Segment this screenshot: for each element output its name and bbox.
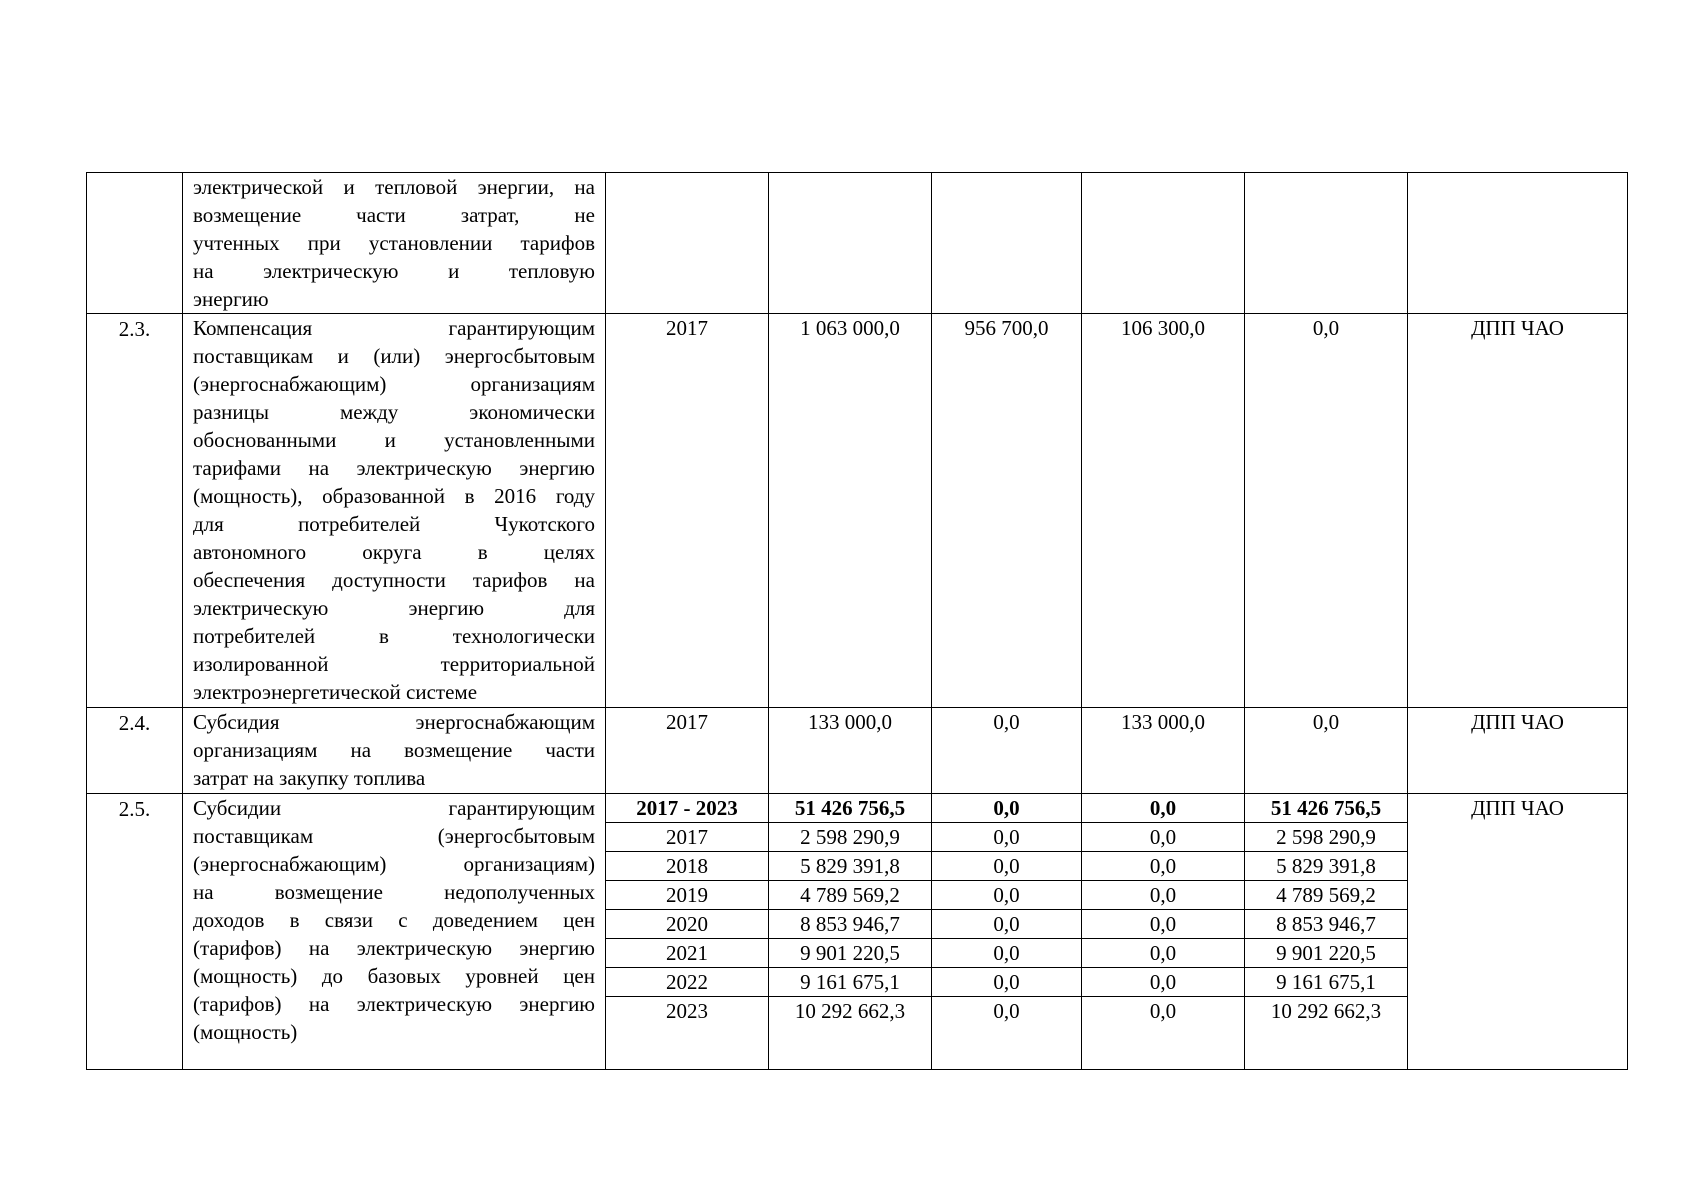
- regional-cell: 0,0: [1082, 939, 1244, 968]
- description-line: (тарифов) на электрическую энергию: [193, 936, 595, 960]
- federal-cell: 0,0: [932, 881, 1081, 910]
- other-cell: 9 901 220,5: [1245, 939, 1407, 968]
- federal-cell: 0,0: [993, 999, 1020, 1023]
- description-line: автономного округа в целях: [193, 540, 595, 564]
- years-column: [606, 794, 769, 1070]
- table-row: [87, 173, 1628, 314]
- federal-cell: 956 700,0: [932, 314, 1082, 708]
- other-cell: 51 426 756,5: [1245, 794, 1407, 823]
- description-line: доходов в связи с доведением цен: [193, 908, 595, 932]
- description-line: электроэнергетической системе: [193, 680, 478, 704]
- description-line: (энергоснабжающим) организациям: [193, 372, 595, 396]
- regional-cell: 0,0: [1082, 881, 1244, 910]
- executor-cell: [1408, 173, 1628, 314]
- description-line: для потребителей Чукотского: [193, 512, 595, 536]
- total-cell: 5 829 391,8: [769, 852, 931, 881]
- description-line: Компенсация гарантирующим: [193, 316, 595, 340]
- description-line: Субсидии гарантирующим: [193, 796, 595, 820]
- executor-cell: ДПП ЧАО: [1408, 314, 1628, 708]
- year-cell: 2022: [606, 968, 768, 997]
- federal-cell: 0,0: [932, 708, 1082, 794]
- regional-column: [1082, 794, 1245, 1070]
- total-cell: 9 901 220,5: [769, 939, 931, 968]
- total-cell: 51 426 756,5: [769, 794, 931, 823]
- table-row: [87, 794, 1628, 1070]
- description-line: (тарифов) на электрическую энергию: [193, 992, 595, 1016]
- description-line: электрической и тепловой энергии, на: [193, 175, 595, 199]
- row-description: [183, 314, 606, 708]
- other-cell: 0,0: [1245, 314, 1408, 708]
- federal-cell: 0,0: [932, 852, 1081, 881]
- regional-cell: 0,0: [1082, 968, 1244, 997]
- row-number: [87, 173, 183, 314]
- other-cell: [1245, 173, 1408, 314]
- description-line: возмещение части затрат, не: [193, 203, 595, 227]
- regional-cell: 0,0: [1082, 910, 1244, 939]
- year-cell: 2023: [666, 999, 708, 1023]
- description-line: разницы между экономически: [193, 400, 595, 424]
- table-row: [87, 314, 1628, 708]
- year-cell: 2021: [606, 939, 768, 968]
- description-line: поставщикам (энергосбытовым: [193, 824, 595, 848]
- federal-cell: 0,0: [932, 794, 1081, 823]
- total-cell: 133 000,0: [769, 708, 932, 794]
- description-line: поставщикам и (или) энергосбытовым: [193, 344, 595, 368]
- regional-cell: 0,0: [1082, 794, 1244, 823]
- year-cell: 2017: [606, 823, 768, 852]
- total-cell: [769, 173, 932, 314]
- regional-cell: 0,0: [1149, 999, 1177, 1023]
- description-line: Субсидия энергоснабжающим: [193, 710, 595, 734]
- federal-cell: 0,0: [932, 939, 1081, 968]
- total-cell: 8 853 946,7: [769, 910, 931, 939]
- description-line: потребителей в технологически: [193, 624, 595, 648]
- year-cell: 2020: [606, 910, 768, 939]
- description-line: на электрическую и тепловую: [193, 259, 595, 283]
- other-cell: 0,0: [1245, 708, 1408, 794]
- description-line: обеспечения доступности тарифов на: [193, 568, 595, 592]
- total-cell: 9 161 675,1: [769, 968, 931, 997]
- row-description: [183, 708, 606, 794]
- description-line: обоснованными и установленными: [193, 428, 595, 452]
- row-number: 2.5.: [87, 794, 183, 1070]
- program-table: [86, 172, 1628, 1070]
- table-row: [87, 708, 1628, 794]
- description-line: энергию: [193, 287, 269, 311]
- federal-cell: 0,0: [932, 968, 1081, 997]
- total-cell: 4 789 569,2: [769, 881, 931, 910]
- description-line: на возмещение недополученных: [193, 880, 595, 904]
- regional-cell: 106 300,0: [1082, 314, 1245, 708]
- other-cell: 4 789 569,2: [1245, 881, 1407, 910]
- row-description: [183, 173, 606, 314]
- regional-cell: [1082, 173, 1245, 314]
- other-cell: 9 161 675,1: [1245, 968, 1407, 997]
- other-cell: 5 829 391,8: [1245, 852, 1407, 881]
- executor-cell: ДПП ЧАО: [1408, 794, 1628, 1070]
- other-cell: 8 853 946,7: [1245, 910, 1407, 939]
- other-cell: 2 598 290,9: [1245, 823, 1407, 852]
- description-line: учтенных при установлении тарифов: [193, 231, 595, 255]
- description-line: изолированной территориальной: [193, 652, 595, 676]
- description-line: организациям на возмещение части: [193, 738, 595, 762]
- federal-cell: [932, 173, 1082, 314]
- total-column: [769, 794, 932, 1070]
- other-cell: 10 292 662,3: [1270, 999, 1382, 1023]
- description-line: (энергоснабжающим) организациям): [193, 852, 595, 876]
- year-cell: 2017: [606, 314, 769, 708]
- federal-column: [932, 794, 1082, 1070]
- year-cell: [606, 173, 769, 314]
- year-cell: 2017 - 2023: [606, 794, 768, 823]
- executor-cell: ДПП ЧАО: [1408, 708, 1628, 794]
- regional-cell: 0,0: [1082, 823, 1244, 852]
- description-line: (мощность) до базовых уровней цен: [193, 964, 595, 988]
- description-line: электрическую энергию для: [193, 596, 595, 620]
- year-cell: 2019: [606, 881, 768, 910]
- description-line: (мощность): [193, 1020, 298, 1044]
- other-column: [1245, 794, 1408, 1070]
- row-description: [183, 794, 606, 1070]
- regional-cell: 0,0: [1082, 852, 1244, 881]
- total-cell: 2 598 290,9: [769, 823, 931, 852]
- federal-cell: 0,0: [932, 823, 1081, 852]
- description-line: (мощность), образованной в 2016 году: [193, 484, 595, 508]
- description-line: затрат на закупку топлива: [193, 766, 426, 790]
- federal-cell: 0,0: [932, 910, 1081, 939]
- total-cell: 10 292 662,3: [794, 999, 906, 1023]
- regional-cell: 133 000,0: [1082, 708, 1245, 794]
- description-line: тарифами на электрическую энергию: [193, 456, 595, 480]
- year-cell: 2017: [606, 708, 769, 794]
- row-number: 2.4.: [87, 708, 183, 794]
- year-cell: 2018: [606, 852, 768, 881]
- total-cell: 1 063 000,0: [769, 314, 932, 708]
- row-number: 2.3.: [87, 314, 183, 708]
